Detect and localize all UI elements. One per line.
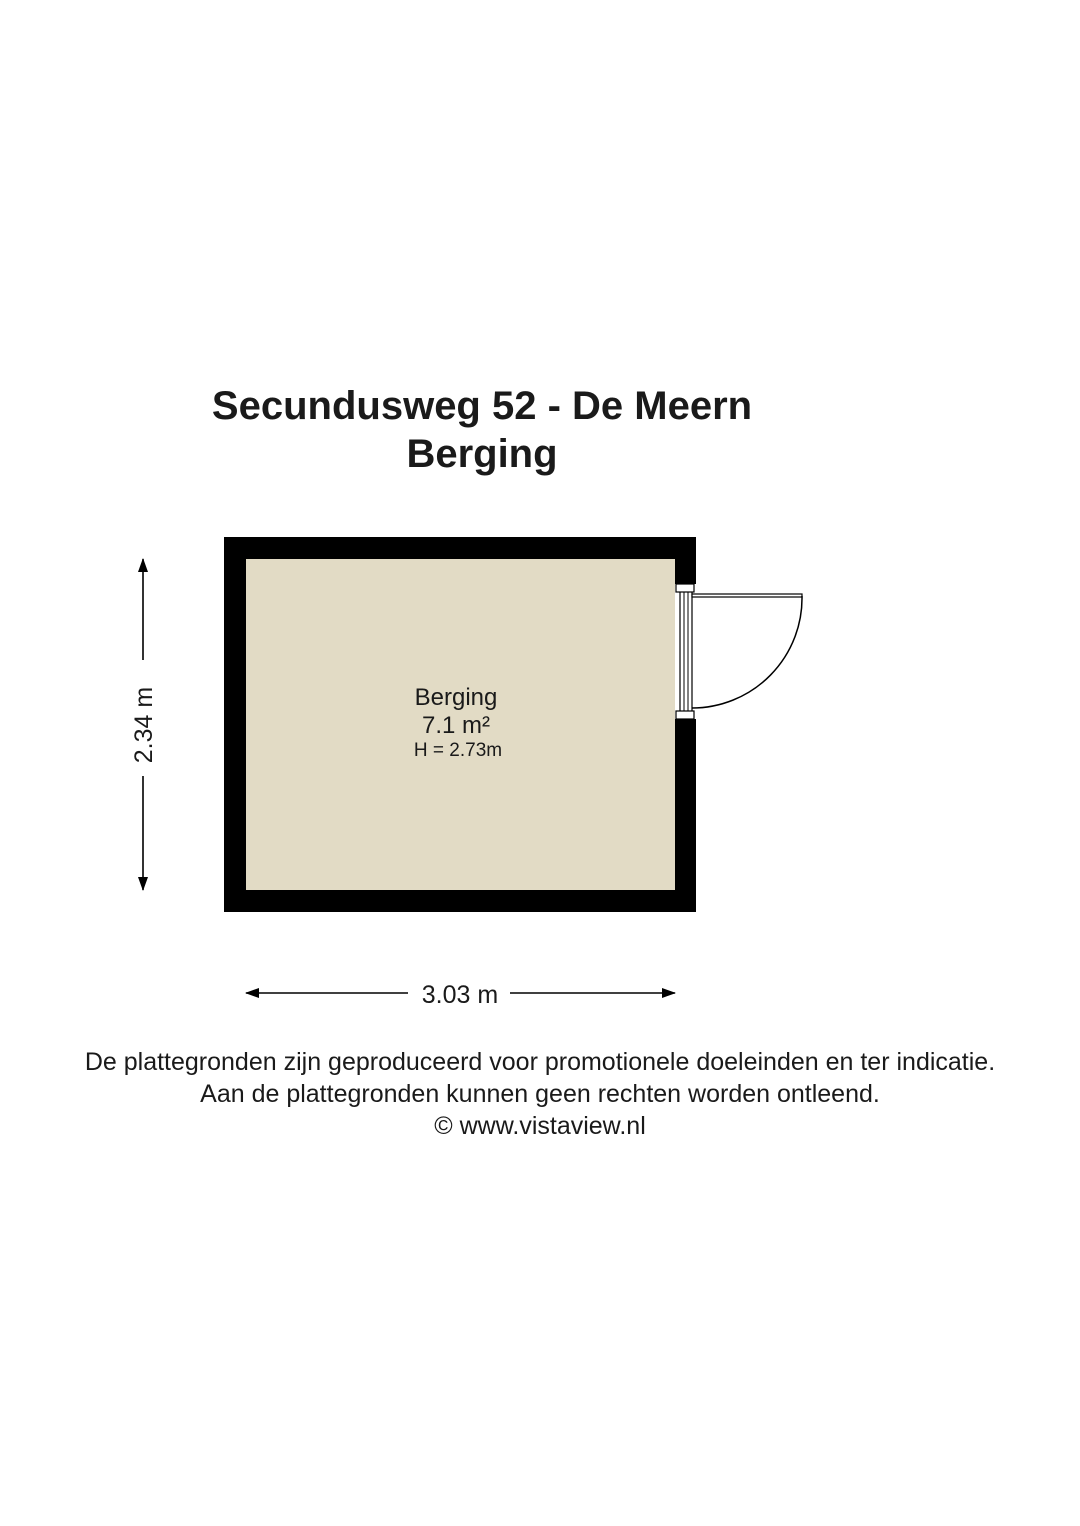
room-height: H = 2.73m bbox=[413, 740, 503, 761]
dimension-horizontal bbox=[246, 981, 675, 1009]
copyright-line: © www.vistaview.nl bbox=[434, 1112, 646, 1140]
wall-top bbox=[224, 537, 696, 559]
room-area: 7.1 m² bbox=[421, 712, 491, 739]
wall-right-upper bbox=[675, 537, 696, 584]
wall-bottom bbox=[224, 890, 696, 912]
dimension-height-label: 2.34 m bbox=[130, 686, 158, 764]
dimension-width-label: 3.03 m bbox=[421, 981, 499, 1009]
door-frame bbox=[676, 584, 694, 719]
dimension-vertical bbox=[130, 559, 158, 890]
door-swing bbox=[692, 594, 802, 708]
wall-left bbox=[224, 537, 246, 912]
disclaimer-line-2: Aan de plattegronden kunnen geen rechten worden ontleend. bbox=[200, 1080, 880, 1108]
wall-right-lower bbox=[675, 719, 696, 912]
plan-subtitle: Berging bbox=[406, 432, 558, 476]
plan-title: Secundusweg 52 - De Meern bbox=[211, 384, 753, 428]
disclaimer-line-1: De plattegronden zijn geproduceerd voor promotionele doeleinden en ter indicatie. bbox=[84, 1048, 996, 1076]
room-name: Berging bbox=[414, 684, 498, 711]
